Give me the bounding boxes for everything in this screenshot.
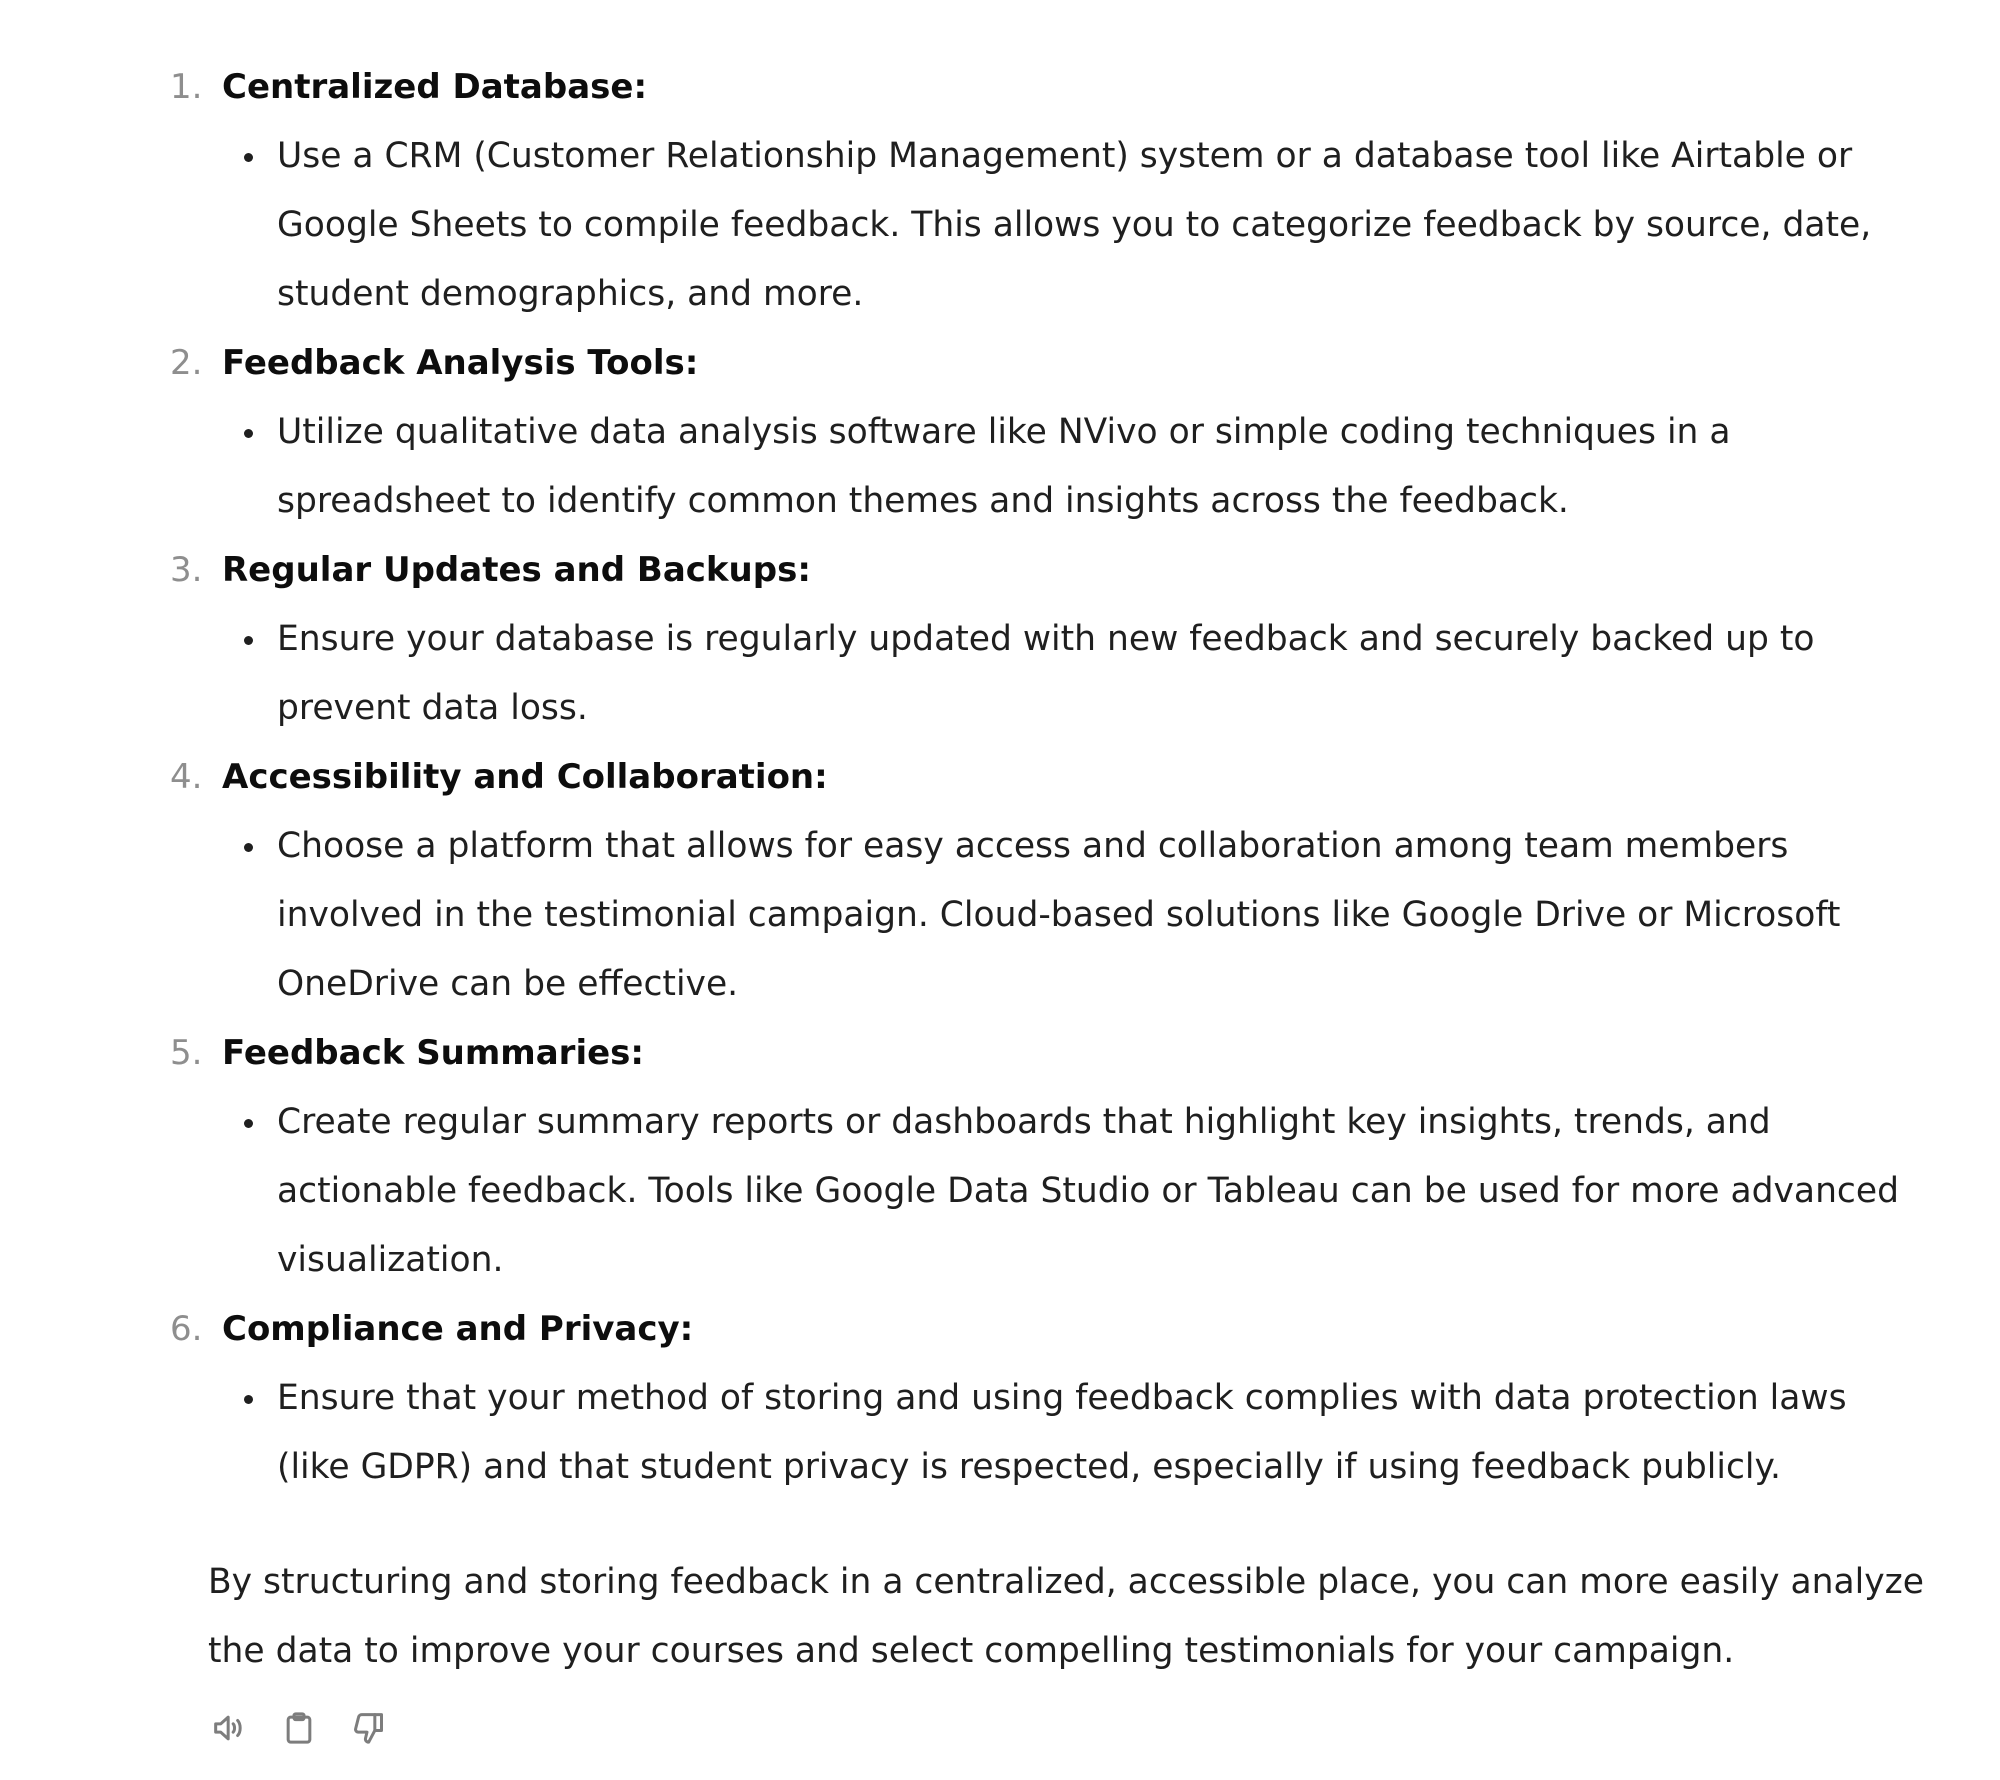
- step-number: 3.: [170, 550, 203, 590]
- step-title: Accessibility and Collaboration:: [222, 757, 828, 797]
- bullet-text: Utilize qualitative data analysis software like NVivo or simple coding techniques in a spreadsheet to identify common themes and insights across the feedback.: [277, 412, 1731, 521]
- bullet-item: [277, 605, 1917, 743]
- bullet-dot-icon: [244, 843, 253, 852]
- bullet-text: Ensure your database is regularly updated with new feedback and securely backed up to prevent data loss.: [277, 619, 1815, 728]
- step-title: Compliance and Privacy:: [222, 1309, 694, 1349]
- speaker-icon: [209, 1708, 249, 1748]
- bullet-item: [277, 1088, 1917, 1295]
- list-item: [170, 53, 1930, 329]
- step-number: 1.: [170, 67, 203, 107]
- sub-list: [170, 605, 1930, 743]
- sub-list: [170, 122, 1930, 329]
- bullet-dot-icon: [244, 153, 253, 162]
- message-actions: [207, 1706, 391, 1750]
- bullet-item: [277, 398, 1917, 536]
- step-number: 5.: [170, 1033, 203, 1073]
- bullet-text: Choose a platform that allows for easy access and collaboration among team members involved in the testimonial campaign. Cloud-based solutions like Google Drive or Microsoft OneDrive can be effective.: [277, 826, 1841, 1004]
- bullet-text: Ensure that your method of storing and using feedback complies with data protection laws (like GDPR) and that student privacy is respected, especially if using feedback publicly.: [277, 1378, 1847, 1487]
- bullet-item: [277, 122, 1917, 329]
- step-title: Feedback Analysis Tools:: [222, 343, 699, 383]
- step-number: 4.: [170, 757, 203, 797]
- list-item: [170, 329, 1930, 536]
- list-item: [170, 743, 1930, 1019]
- step-title: Centralized Database:: [222, 67, 648, 107]
- sub-list: [170, 398, 1930, 536]
- list-item: [170, 536, 1930, 743]
- step-number: 2.: [170, 343, 203, 383]
- step-title: Regular Updates and Backups:: [222, 550, 811, 590]
- list-item: [170, 1295, 1930, 1502]
- step-title: Feedback Summaries:: [222, 1033, 644, 1073]
- read-aloud-button[interactable]: [207, 1706, 251, 1750]
- bullet-item: [277, 1364, 1917, 1502]
- copy-button[interactable]: [277, 1706, 321, 1750]
- steps-list: [170, 53, 1930, 1502]
- bullet-dot-icon: [244, 636, 253, 645]
- bullet-text: Create regular summary reports or dashboards that highlight key insights, trends, and actionable feedback. Tools like Google Data Studio or Tableau can be used for more advanced visualization.: [277, 1102, 1900, 1280]
- bullet-dot-icon: [244, 1119, 253, 1128]
- sub-list: [170, 812, 1930, 1019]
- summary-paragraph: By structuring and storing feedback in a centralized, accessible place, you can more easily analyze the data to improve your courses and select compelling testimonials for your campaign.: [208, 1562, 1924, 1671]
- bullet-dot-icon: [244, 1395, 253, 1404]
- dislike-button[interactable]: [347, 1706, 391, 1750]
- bullet-dot-icon: [244, 429, 253, 438]
- step-number: 6.: [170, 1309, 203, 1349]
- thumbs-down-icon: [349, 1708, 389, 1748]
- bullet-text: Use a CRM (Customer Relationship Management) system or a database tool like Airtable or Google Sheets to compile feedback. This allows you to categorize feedback by source, date, student demographics, and more.: [277, 136, 1872, 314]
- clipboard-icon: [279, 1708, 319, 1748]
- sub-list: [170, 1364, 1930, 1502]
- bullet-item: [277, 812, 1917, 1019]
- list-item: [170, 1019, 1930, 1295]
- sub-list: [170, 1088, 1930, 1295]
